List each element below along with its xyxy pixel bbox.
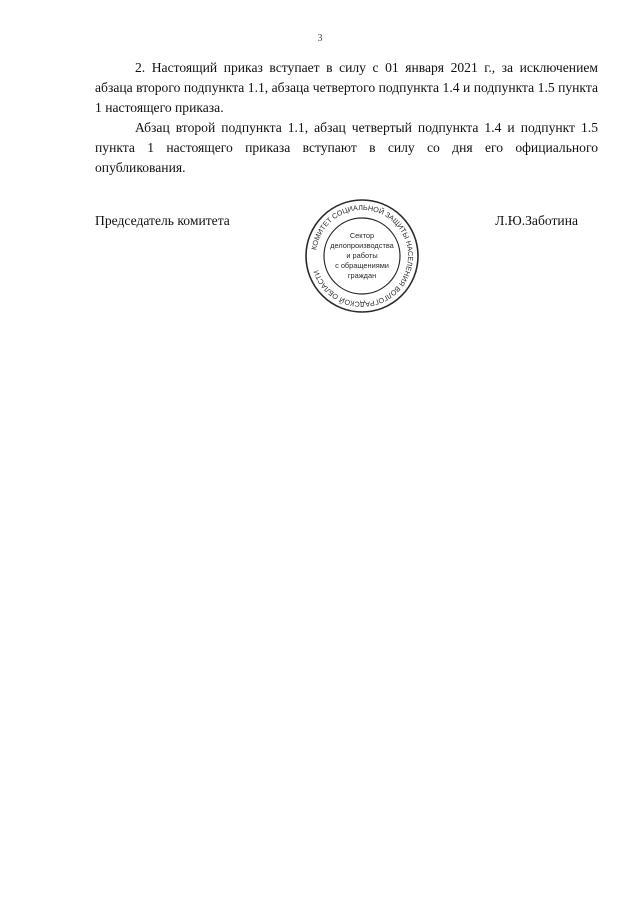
page-number: 3: [317, 33, 323, 44]
stamp-center-line: и работы: [346, 251, 378, 260]
stamp-seal-icon: [302, 196, 422, 316]
signer-name: Л.Ю.Заботина: [495, 213, 578, 228]
stamp-center-line: Сектор: [349, 231, 375, 240]
stamp-center-line: делопроизводства: [330, 241, 394, 250]
document-body: [95, 58, 598, 178]
stamp-center-line: с обращениями: [335, 261, 389, 270]
paragraph-publication: Абзац второй подпункта 1.1, абзац четвертый подпункта 1.4 и подпункт 1.5 пункта 1 настоящего приказа вступают в силу со дня его официального опубликования.: [95, 120, 598, 175]
signer-title: Председатель комитета: [95, 213, 230, 228]
paragraph-effective-date: 2. Настоящий приказ вступает в силу с 01 января 2021 г., за исключением абзаца второго подпункта 1.1, абзаца четвертого подпункта 1.4 и подпункта 1.5 пункта 1 настоящего приказа.: [95, 60, 598, 115]
signature-block: [95, 202, 598, 323]
stamp-ring-text: КОМИТЕТ СОЦИАЛЬНОЙ ЗАЩИТЫ НАСЕЛЕНИЯ ВОЛГОГРАДСКОЙ ОБЛАСТИ: [309, 202, 416, 310]
official-stamp: [302, 196, 422, 316]
stamp-center-line: граждан: [347, 271, 377, 280]
